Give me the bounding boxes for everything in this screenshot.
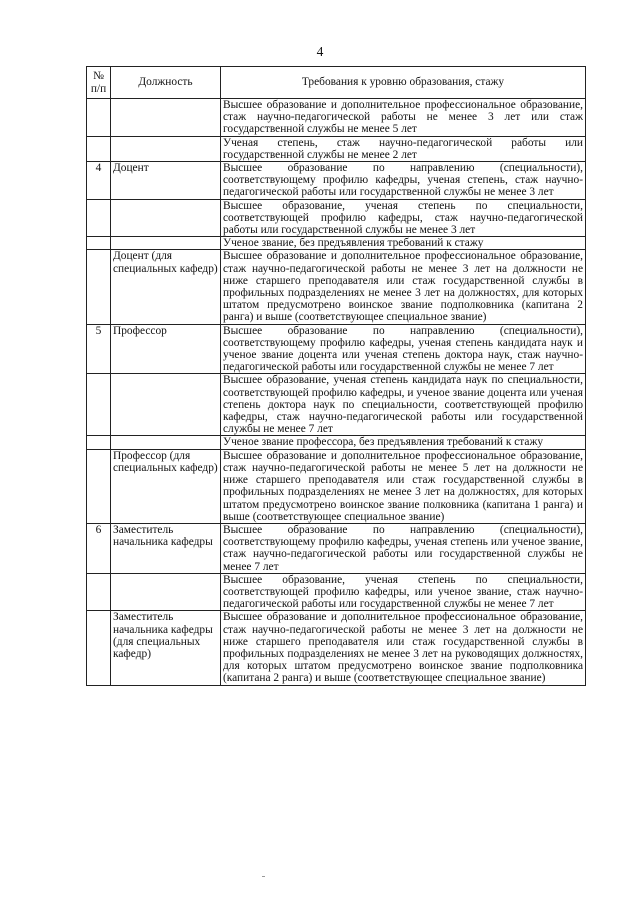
- row-position: Доцент: [111, 162, 221, 200]
- row-requirements: Высшее образование, ученая степень по специальности, соответствующей профилю кафедры, стаж научно-педагогической работы или государственной службы не менее 3 лет: [221, 199, 586, 237]
- row-requirements: Ученая степень, стаж научно-педагогической работы или государственной службы не менее 2 лет: [221, 136, 586, 161]
- table-row: [87, 374, 586, 436]
- row-num: [87, 374, 111, 436]
- row-requirements: Ученое звание, без предъявления требований к стажу: [221, 237, 586, 250]
- row-position: [111, 573, 221, 611]
- row-num: 6: [87, 523, 111, 573]
- row-requirements: Высшее образование и дополнительное профессиональное образование, стаж научно-педагогической работы не менее 3 лет или стаж государственной службы не менее 5 лет: [221, 99, 586, 137]
- row-num: [87, 449, 111, 523]
- table-row: [87, 162, 586, 200]
- row-requirements: Высшее образование по направлению (специальности), соответствующему профилю кафедры, ученая степень кандидата наук и ученое звание доцента или ученая степень доктора наук, стаж научно-педагогической работы или государственной службы не менее 7 лет: [221, 324, 586, 374]
- header-requirements: Требования к уровню образования, стажу: [221, 67, 586, 99]
- table-row: [87, 436, 586, 449]
- row-position: [111, 374, 221, 436]
- row-position: Заместитель начальника кафедры (для специальных кафедр): [111, 611, 221, 685]
- row-num: [87, 436, 111, 449]
- row-position: [111, 436, 221, 449]
- row-requirements: Высшее образование по направлению (специальности), соответствующему профилю кафедры, ученая степень, стаж научно-педагогической работы или государственной службы не менее 3 лет: [221, 162, 586, 200]
- row-position: [111, 199, 221, 237]
- row-num: [87, 237, 111, 250]
- table-row: [87, 99, 586, 137]
- row-requirements: Высшее образование и дополнительное профессиональное образование, стаж научно-педагогической работы не менее 3 лет на должности не ниже старшего преподавателя или стаж государственной службы в профильных подразделениях не менее 3 лет на руководящих должностях, для которых штатом предусмотрено воинское звание подполковника (капитана 2 ранга) и выше (соответствующее специальное звание): [221, 611, 586, 685]
- scan-mark: [262, 876, 265, 877]
- row-num: [87, 611, 111, 685]
- page-number: 4: [316, 44, 324, 59]
- row-num: [87, 573, 111, 611]
- table-header-row: [87, 67, 586, 99]
- row-num: [87, 199, 111, 237]
- row-num: 5: [87, 324, 111, 374]
- row-requirements: Высшее образование, ученая степень по специальности, соответствующей профилю кафедры, или ученое звание, стаж научно-педагогической работы или государственной службы не менее 7 лет: [221, 573, 586, 611]
- header-num: № п/п: [87, 67, 111, 99]
- row-requirements: Ученое звание профессора, без предъявления требований к стажу: [221, 436, 586, 449]
- table-row: [87, 237, 586, 250]
- table-row: [87, 573, 586, 611]
- row-requirements: Высшее образование и дополнительное профессиональное образование, стаж научно-педагогической работы не менее 5 лет на должности не ниже старшего преподавателя или стаж государственной службы в профильных подразделениях не менее 3 лет на должностях, для которых штатом предусмотрено воинское звание полковника (капитана 1 ранга) и выше (соответствующее специальное звание): [221, 449, 586, 523]
- row-position: [111, 136, 221, 161]
- row-requirements: Высшее образование, ученая степень кандидата наук по специальности, соответствующей профилю кафедры, и ученое звание доцента или ученая степень доктора наук по специальности, соответствующей профилю кафедры, стаж научно-педагогической работы или государственной службы не менее 7 лет: [221, 374, 586, 436]
- table-row: [87, 136, 586, 161]
- row-position: Профессор: [111, 324, 221, 374]
- table-row: [87, 449, 586, 523]
- table-row: [87, 523, 586, 573]
- row-position: [111, 99, 221, 137]
- table-row: [87, 324, 586, 374]
- row-position: Доцент (для специальных кафедр): [111, 250, 221, 324]
- header-position: Должность: [111, 67, 221, 99]
- row-requirements: Высшее образование по направлению (специальности), соответствующему профилю кафедры, ученая степень или ученое звание, стаж научно-педагогической работы или государственной службы не менее 7 лет: [221, 523, 586, 573]
- row-requirements: Высшее образование и дополнительное профессиональное образование, стаж научно-педагогической работы не менее 3 лет на должности не ниже старшего преподавателя или стаж государственной службы в профильных подразделениях не менее 3 лет на должностях, для которых штатом предусмотрено воинское звание подполковника (капитана 2 ранга) и выше (соответствующее специальное звание): [221, 250, 586, 324]
- table-row: [87, 250, 586, 324]
- row-position: Профессор (для специальных кафедр): [111, 449, 221, 523]
- row-num: [87, 250, 111, 324]
- row-position: [111, 237, 221, 250]
- row-num: 4: [87, 162, 111, 200]
- requirements-table: [86, 66, 586, 686]
- row-position: Заместитель начальника кафедры: [111, 523, 221, 573]
- row-num: [87, 136, 111, 161]
- row-num: [87, 99, 111, 137]
- table-row: [87, 611, 586, 685]
- table-row: [87, 199, 586, 237]
